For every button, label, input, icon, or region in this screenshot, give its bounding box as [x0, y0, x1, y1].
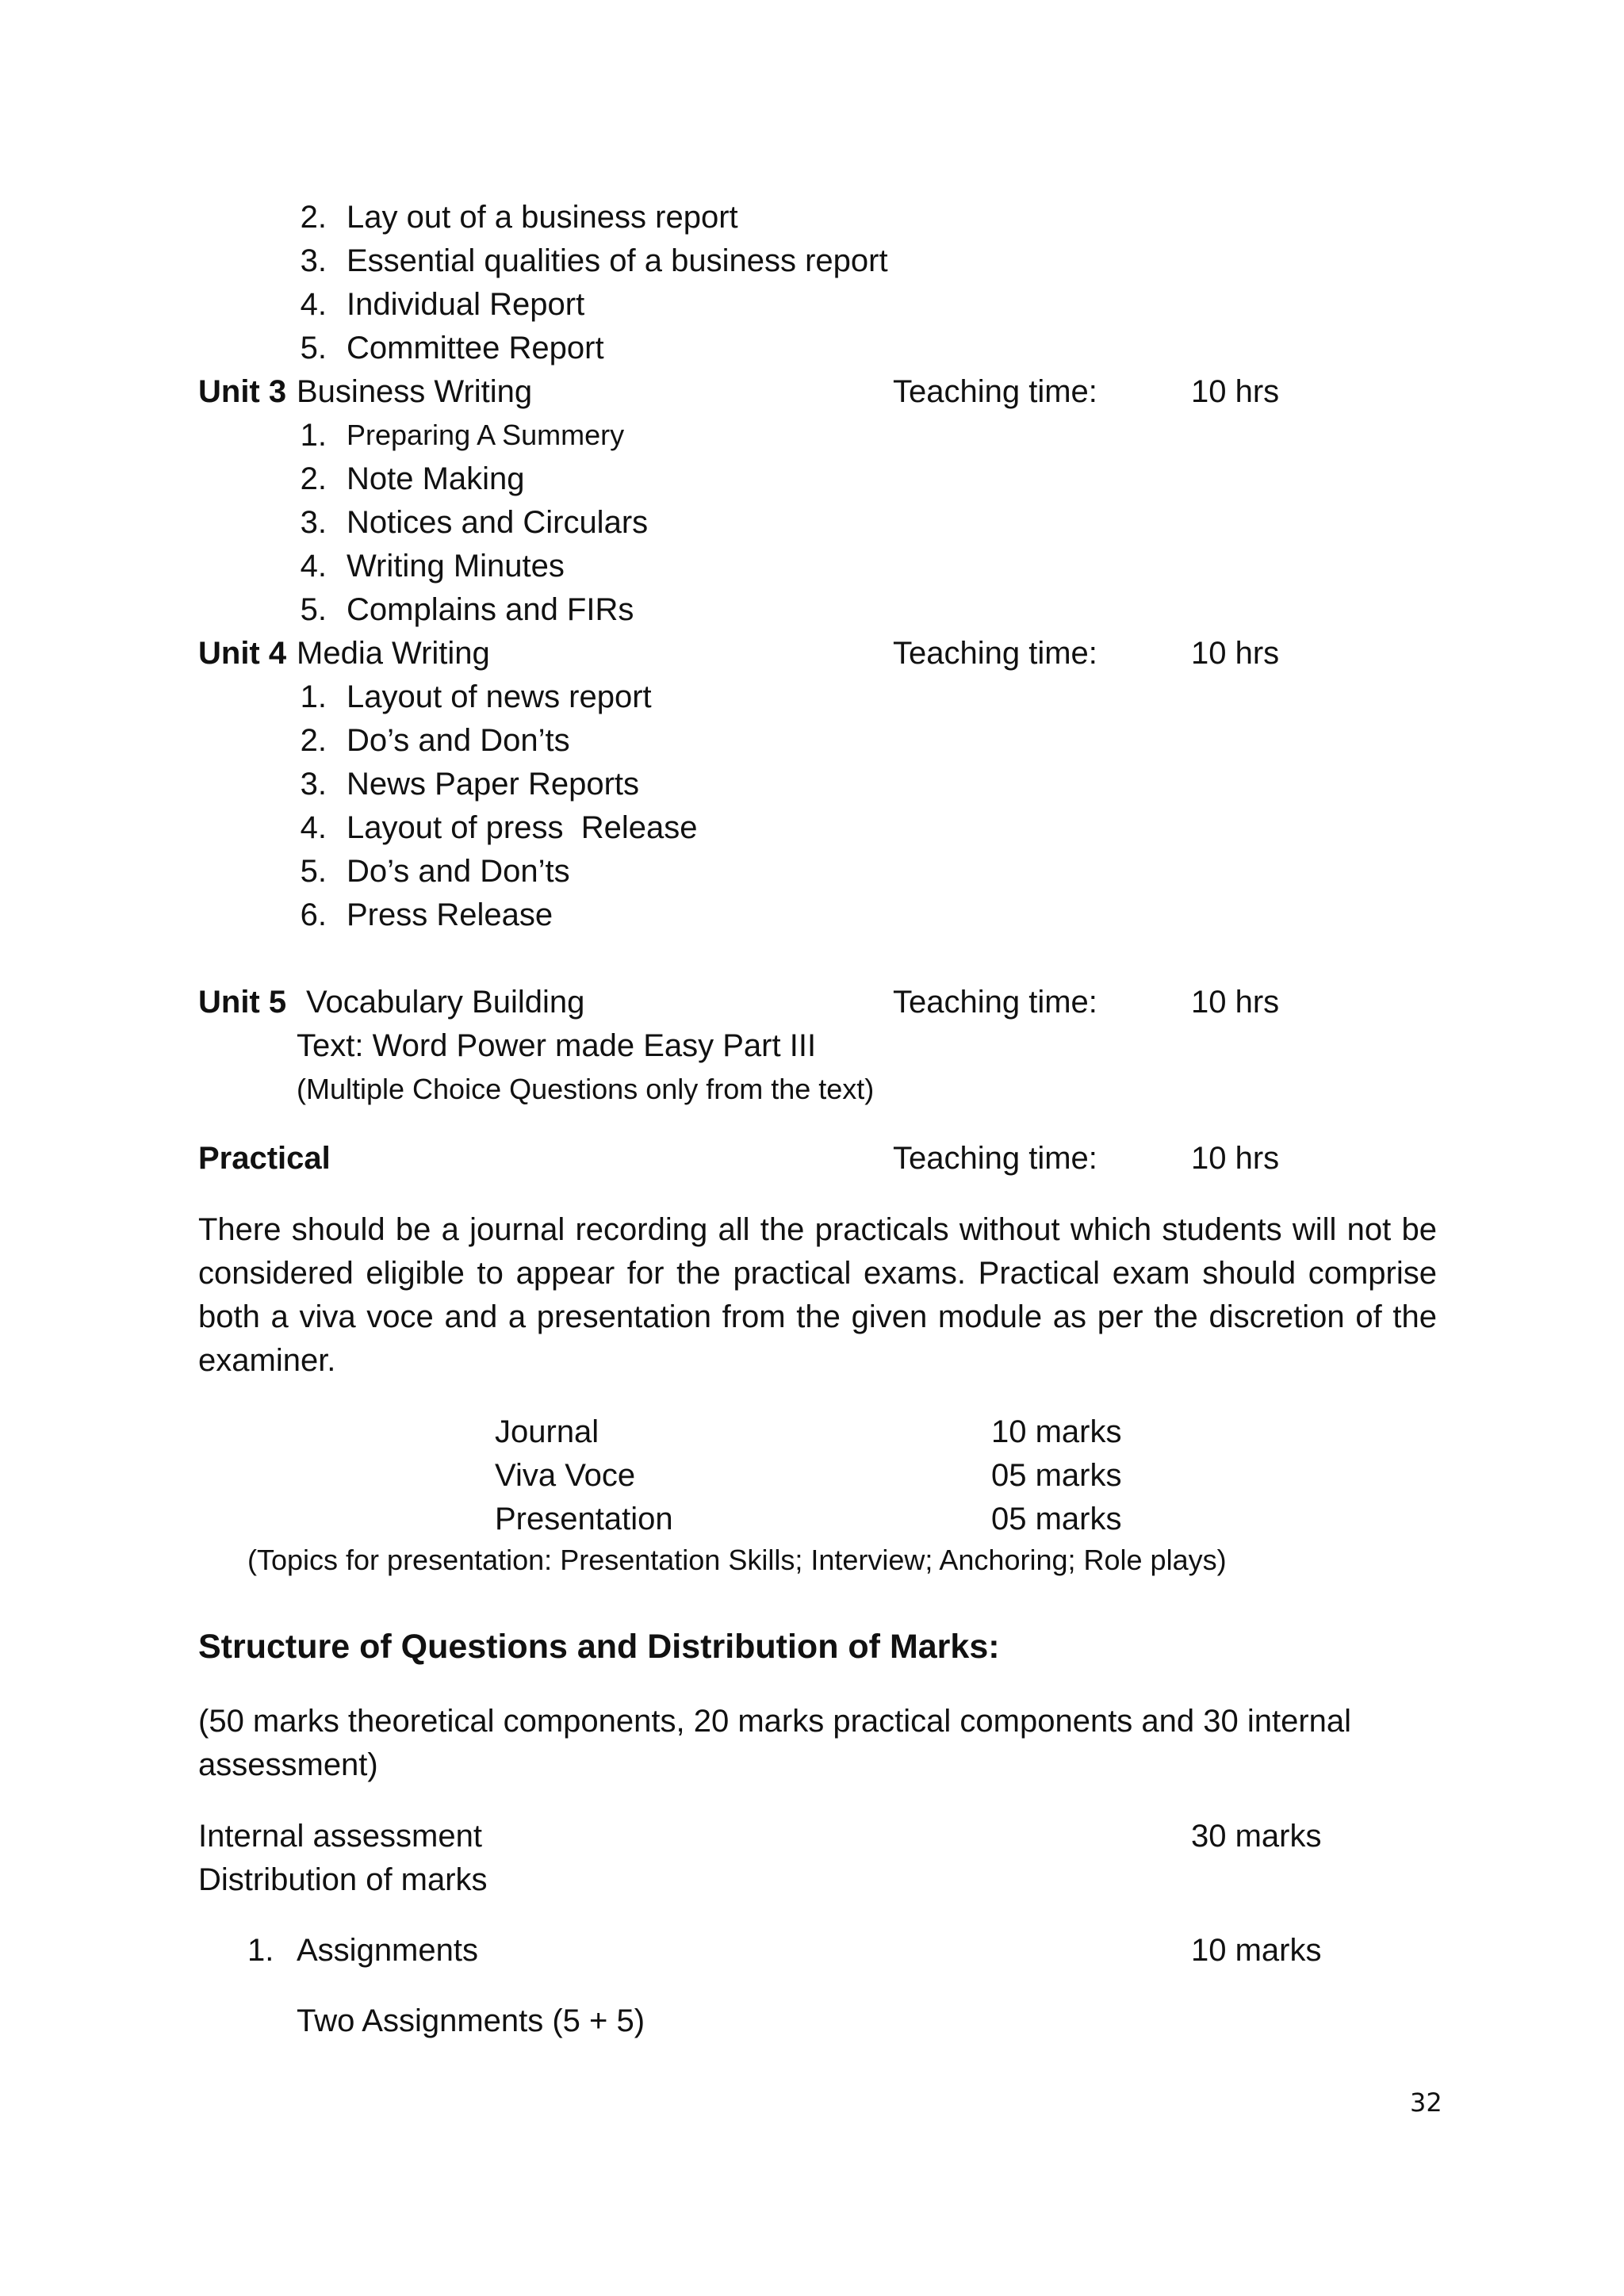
list-item-text: Layout of press Release	[347, 810, 698, 845]
practical-paragraph: There should be a journal recording all the practicals without which students will not be considered eligible to appear for the practical exams. Practical exam should comprise both a viva voce and a presentation from the given module as per the discretion of the examiner.	[198, 1212, 1437, 1378]
unit4-title: Media Writing	[297, 636, 490, 671]
structure-summary: (50 marks theoretical components, 20 marks practical components and 30 internal assessment)	[198, 1704, 1352, 1782]
list-item-number: 4.	[300, 549, 327, 584]
list-item-number: 1.	[300, 679, 327, 714]
list-item-number: 4.	[300, 287, 327, 322]
internal-assessment-label: Internal assessment	[198, 1819, 482, 1854]
list-item-text: Committee Report	[347, 331, 604, 365]
practical-label: Practical	[198, 1141, 331, 1176]
list-item-number: 3.	[300, 505, 327, 540]
practical-hours: 10 hrs	[1191, 1141, 1280, 1176]
list-item-number: 4.	[300, 810, 327, 845]
page-number: 32	[1410, 2087, 1442, 2118]
assignments-detail: Two Assignments (5 + 5)	[297, 2003, 645, 2038]
assignments-label: Assignments	[297, 1933, 478, 1968]
list-item-number: 1.	[300, 418, 327, 453]
unit3-hours: 10 hrs	[1191, 374, 1280, 409]
assignments-marks: 10 marks	[1191, 1933, 1322, 1968]
marks-item: Presentation	[495, 1502, 673, 1536]
presentation-topics-note: (Topics for presentation: Presentation Skills; Interview; Anchoring; Role plays)	[247, 1544, 1227, 1576]
list-item-number: 5.	[300, 592, 327, 627]
list-item-text: Do’s and Don’ts	[347, 723, 570, 758]
distribution-label: Distribution of marks	[198, 1862, 488, 1897]
list-item-number: 2.	[300, 200, 327, 235]
unit5-teaching-label: Teaching time:	[893, 985, 1097, 1020]
unit4-teaching-label: Teaching time:	[893, 636, 1097, 671]
unit5-hours: 10 hrs	[1191, 985, 1280, 1020]
practical-teaching-label: Teaching time:	[893, 1141, 1097, 1176]
marks-value: 10 marks	[991, 1414, 1122, 1449]
marks-item: Journal	[495, 1414, 599, 1449]
unit3-teaching-label: Teaching time:	[893, 374, 1097, 409]
list-item-text: Layout of news report	[347, 679, 652, 714]
marks-value: 05 marks	[991, 1458, 1122, 1493]
list-item-text: Preparing A Summery	[347, 419, 625, 451]
list-item-text: Do’s and Don’ts	[347, 854, 570, 889]
list-item-text: Complains and FIRs	[347, 592, 634, 627]
list-item-number: 6.	[300, 897, 327, 932]
list-item-text: Essential qualities of a business report	[347, 243, 888, 278]
unit3-label: Unit 3	[198, 374, 287, 409]
list-item-number: 2.	[300, 461, 327, 496]
unit4-label: Unit 4	[198, 636, 287, 671]
list-item-text: News Paper Reports	[347, 767, 640, 802]
unit4-hours: 10 hrs	[1191, 636, 1280, 671]
marks-item: Viva Voce	[495, 1458, 636, 1493]
structure-heading: Structure of Questions and Distribution of Marks:	[198, 1628, 1000, 1666]
unit5-title: Vocabulary Building	[306, 985, 585, 1020]
list-item-number: 3.	[300, 243, 327, 278]
list-item-text: Note Making	[347, 461, 525, 496]
list-item-number: 3.	[300, 767, 327, 802]
assignments-number: 1.	[247, 1933, 274, 1968]
list-item-text: Lay out of a business report	[347, 200, 738, 235]
list-item-number: 5.	[300, 331, 327, 365]
list-item-text: Writing Minutes	[347, 549, 565, 584]
list-item-text: Press Release	[347, 897, 553, 932]
internal-assessment-marks: 30 marks	[1191, 1819, 1322, 1854]
unit3-title: Business Writing	[297, 374, 533, 409]
unit5-text-line: Text: Word Power made Easy Part III	[297, 1028, 817, 1063]
list-item-number: 2.	[300, 723, 327, 758]
list-item-text: Individual Report	[347, 287, 585, 322]
list-item-text: Notices and Circulars	[347, 505, 649, 540]
unit5-note: (Multiple Choice Questions only from the text)	[297, 1073, 875, 1105]
unit5-label: Unit 5	[198, 985, 287, 1020]
marks-value: 05 marks	[991, 1502, 1122, 1536]
list-item-number: 5.	[300, 854, 327, 889]
